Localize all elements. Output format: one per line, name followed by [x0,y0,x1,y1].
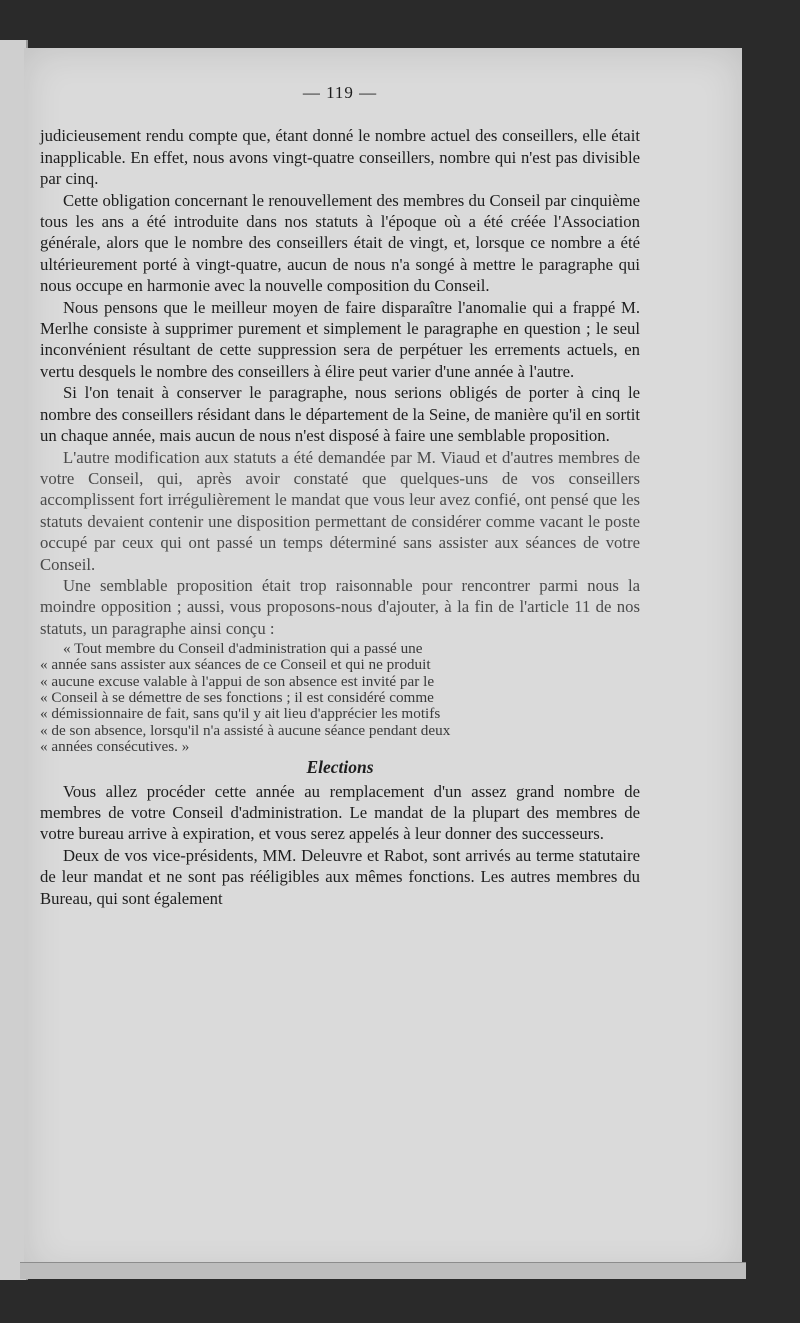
page-text [40,82,640,909]
paragraph-1: judicieusement rendu compte que, étant donné le nombre actuel des conseillers, elle était inapplicable. En effet, nous avons vingt-quatre conseillers, nombre qui n'est pas divisible par cinq. [40,126,640,189]
statute-quote [40,641,640,755]
section-paragraph-2: Deux de vos vice-présidents, MM. Deleuvre et Rabot, sont arrivés au terme statutaire de leur mandat et ne sont pas rééligibles aux mêmes fonctions. Les autres membres du Bureau, qui sont également [40,845,640,908]
quote-line: « de son absence, lorsqu'il n'a assisté à aucune séance pendant deux [40,721,451,739]
quote-line: « démissionnaire de fait, sans qu'il y ait lieu d'apprécier les motifs [40,705,441,723]
quote-line: « Tout membre du Conseil d'administration qui a passé une [63,640,423,658]
quote-line: « année sans assister aux séances de ce Conseil et qui ne produit [40,656,431,674]
section-paragraph-1: Vous allez procéder cette année au remplacement d'un assez grand nombre de membres de votre Conseil d'administration. Le mandat de la plupart des membres de votre bureau arrive à expiration, et vous serez appelés à leur donner des successeurs. [40,781,640,844]
quote-line: « Conseil à se démettre de ses fonctions ; il est considéré comme [40,689,434,707]
paragraph-3: Nous pensons que le meilleur moyen de faire disparaître l'anomalie qui a frappé M. Merlhe consiste à supprimer purement et simplement le paragraphe en question ; le seul inconvénient résultant de cette suppression sera de perpétuer les errements actuels, en vertu desquels le nombre des conseillers à élire peut varier d'une année à l'autre. [40,297,640,381]
quote-line: « années consécutives. » [40,737,190,755]
page-bottom-edge [20,1262,746,1279]
paragraph-5: L'autre modification aux statuts a été demandée par M. Viaud et d'autres membres de votre Conseil, qui, après avoir constaté que quelques-uns de vos conseillers accomplissent fort irrégulièrement le mandat que vous leur avez confié, ont pensé que les statuts devaient contenir une disposition permettant de considérer comme vacant le poste occupé par ceux qui ont passé un temps déterminé sans assister aux séances de votre Conseil. [40,447,640,574]
quote-line: « aucune excuse valable à l'appui de son absence est invité par le [40,672,435,690]
section-heading: Elections [306,757,374,778]
paragraph-2: Cette obligation concernant le renouvellement des membres du Conseil par cinquième tous les ans a été introduite dans nos statuts à l'époque où a été créée l'Association générale, alors que le nombre des conseillers était de vingt, et, lorsque ce nombre a été ultérieurement porté à vingt-quatre, aucun de nous n'a songé à mettre le paragraphe qui nous occupe en harmonie avec la nouvelle composition du Conseil. [40,190,640,296]
paragraph-4: Si l'on tenait à conserver le paragraphe, nous serions obligés de porter à cinq le nombre des conseillers résidant dans le département de la Seine, de manière qu'il en sortit un chaque année, mais aucun de nous n'est disposé à faire une semblable proposition. [40,383,640,446]
page-number: — 119 — [302,83,378,102]
paragraph-6: Une semblable proposition était trop raisonnable pour rencontrer parmi nous la moindre opposition ; aussi, vous proposons-nous d'ajouter, à la fin de l'article 11 de nos statuts, un paragraphe ainsi conçu : [40,575,640,638]
